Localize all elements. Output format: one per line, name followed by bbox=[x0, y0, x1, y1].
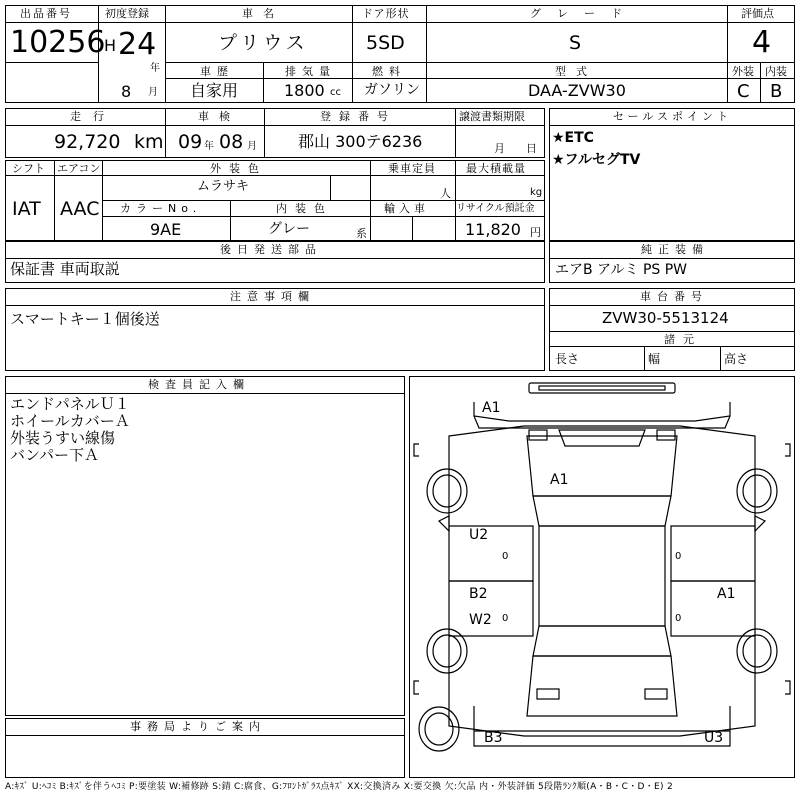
model-label: 型式 bbox=[555, 65, 597, 78]
equipment-label: 純正装備 bbox=[641, 243, 709, 256]
history: 自家用 bbox=[190, 81, 239, 100]
lot-no-label: 出品番号 bbox=[20, 7, 72, 20]
model: DAA-ZVW30 bbox=[528, 81, 626, 100]
door-label: ドア形状 bbox=[362, 7, 410, 20]
car-name-label: 車名 bbox=[242, 7, 284, 20]
grade: S bbox=[569, 32, 582, 54]
exterior-label: 外装 bbox=[732, 65, 754, 78]
inspection-label: 車検 bbox=[198, 110, 240, 123]
month-unit: 月 bbox=[148, 87, 158, 98]
capacity-label: 乗車定員 bbox=[388, 162, 436, 175]
history-label: 車歴 bbox=[200, 65, 234, 78]
inspection-year: 09 bbox=[178, 131, 203, 153]
first-reg-era: H bbox=[104, 36, 117, 55]
mileage-label: 走行 bbox=[70, 110, 116, 123]
later-parts-value: 保証書 車両取説 bbox=[10, 260, 120, 278]
inspector-line-4: バンパー下Ａ bbox=[10, 446, 99, 464]
ext-color: ムラサキ bbox=[197, 179, 250, 194]
recycle-fee: 11,820 bbox=[465, 220, 521, 239]
interior-label: 内装 bbox=[765, 65, 787, 78]
door-zero-4: 0 bbox=[675, 613, 682, 624]
fuel-label: 燃料 bbox=[372, 65, 406, 78]
first-reg-label: 初度登録 bbox=[105, 7, 149, 20]
height-label: 高さ bbox=[724, 352, 749, 366]
registration: 郡山 300テ6236 bbox=[298, 132, 423, 151]
ac-label: エアコン bbox=[57, 162, 101, 175]
inspector-label: 検査員記入欄 bbox=[148, 378, 250, 391]
legend-footer: A:ｷｽﾞ U:ﾍｺﾐ B:ｷｽﾞを伴うﾍｺﾐ P:要塗装 W:補修跡 S:錆 C:腐食、G:ﾌﾛﾝﾄｶﾞﾗｽ点ｷｽﾞ XX:交換済み X:要交換 欠:欠品 内・外装評価 5段階ﾗﾝｸ順(A・B・C・D・E) 2 bbox=[5, 782, 674, 792]
first-reg-month: 8 bbox=[121, 82, 132, 101]
mileage-unit: km bbox=[134, 131, 164, 153]
transfer-label: 譲渡書類期限 bbox=[459, 110, 525, 123]
sales-points-label: セールスポイント bbox=[613, 110, 733, 123]
capacity-unit: 人 bbox=[440, 187, 451, 200]
first-reg-year: 24 bbox=[118, 27, 157, 62]
fuel: ガソリン bbox=[364, 82, 420, 98]
sales-point-1: ★ETC bbox=[552, 130, 594, 146]
exterior-grade: C bbox=[737, 81, 750, 102]
sales-point-2: ★フルセグTV bbox=[552, 152, 641, 168]
grade-label: グレード bbox=[530, 7, 638, 20]
color-no-label: カラーNo. bbox=[120, 202, 202, 215]
transfer-day-unit: 日 bbox=[526, 142, 537, 155]
door-zero-1: 0 bbox=[502, 551, 509, 562]
inspection-month-unit: 月 bbox=[247, 141, 257, 152]
chassis-number: ZVW30-5513124 bbox=[602, 309, 729, 327]
ac: AAC bbox=[60, 198, 100, 220]
inspector-line-2: ホイールカバーＡ bbox=[10, 412, 130, 430]
ext-color-label: 外装色 bbox=[210, 162, 267, 175]
import-label: 輸入車 bbox=[384, 202, 429, 215]
year-unit: 年 bbox=[150, 63, 160, 74]
inspection-month: 08 bbox=[219, 131, 244, 153]
shift-label: シフト bbox=[12, 162, 45, 175]
door: 5SD bbox=[366, 32, 405, 54]
car-diagram bbox=[409, 376, 795, 778]
car-name: プリウス bbox=[218, 32, 309, 54]
recycle-unit: 円 bbox=[530, 226, 541, 239]
notes-value: スマートキー１個後送 bbox=[10, 310, 160, 328]
length-label: 長さ bbox=[555, 352, 580, 366]
sales-points-box bbox=[549, 108, 795, 241]
displacement-label: 排気量 bbox=[285, 65, 336, 78]
inspection-year-unit: 年 bbox=[204, 141, 214, 152]
damage-w2: W2 bbox=[469, 612, 492, 628]
load-unit: kg bbox=[530, 187, 543, 198]
width-label: 幅 bbox=[648, 352, 661, 366]
chassis-label: 車台番号 bbox=[640, 290, 708, 303]
load-label: 最大積載量 bbox=[466, 162, 526, 175]
transfer-month-unit: 月 bbox=[494, 142, 505, 155]
damage-b3: B3 bbox=[484, 730, 503, 746]
damage-a1-front: A1 bbox=[482, 400, 501, 416]
int-color: グレー bbox=[268, 221, 310, 237]
displacement-unit: cc bbox=[330, 87, 341, 98]
door-zero-2: 0 bbox=[502, 613, 509, 624]
score-label: 評価点 bbox=[741, 7, 774, 20]
color-no: 9AE bbox=[150, 220, 182, 239]
damage-a1-right: A1 bbox=[717, 586, 736, 602]
int-color-label: 内装色 bbox=[276, 202, 333, 215]
damage-a1-roof: A1 bbox=[550, 472, 569, 488]
later-parts-label: 後日発送部品 bbox=[220, 243, 322, 256]
damage-b2: B2 bbox=[469, 586, 488, 602]
inspector-line-1: エンドパネルＵ１ bbox=[10, 395, 130, 413]
shift: IAT bbox=[12, 198, 41, 220]
office-label: 事務局よりご案内 bbox=[130, 720, 266, 733]
equipment-value: エアB アルミ PS PW bbox=[555, 262, 688, 278]
lot-no: 10256 bbox=[10, 25, 106, 60]
notes-label: 注意事項欄 bbox=[230, 290, 315, 303]
interior-grade: B bbox=[770, 81, 783, 102]
score: 4 bbox=[752, 25, 772, 60]
inspector-line-3: 外装うすい線傷 bbox=[10, 429, 116, 447]
mileage: 92,720 bbox=[54, 131, 121, 153]
dims-label: 諸元 bbox=[664, 333, 702, 346]
damage-u3: U3 bbox=[704, 730, 724, 746]
recycle-label: リサイクル預託金 bbox=[456, 203, 535, 214]
int-color-unit: 系 bbox=[356, 227, 367, 240]
damage-u2: U2 bbox=[469, 527, 489, 543]
registration-label: 登録番号 bbox=[320, 110, 396, 123]
door-zero-3: 0 bbox=[675, 551, 682, 562]
displacement: 1800 bbox=[284, 81, 325, 100]
